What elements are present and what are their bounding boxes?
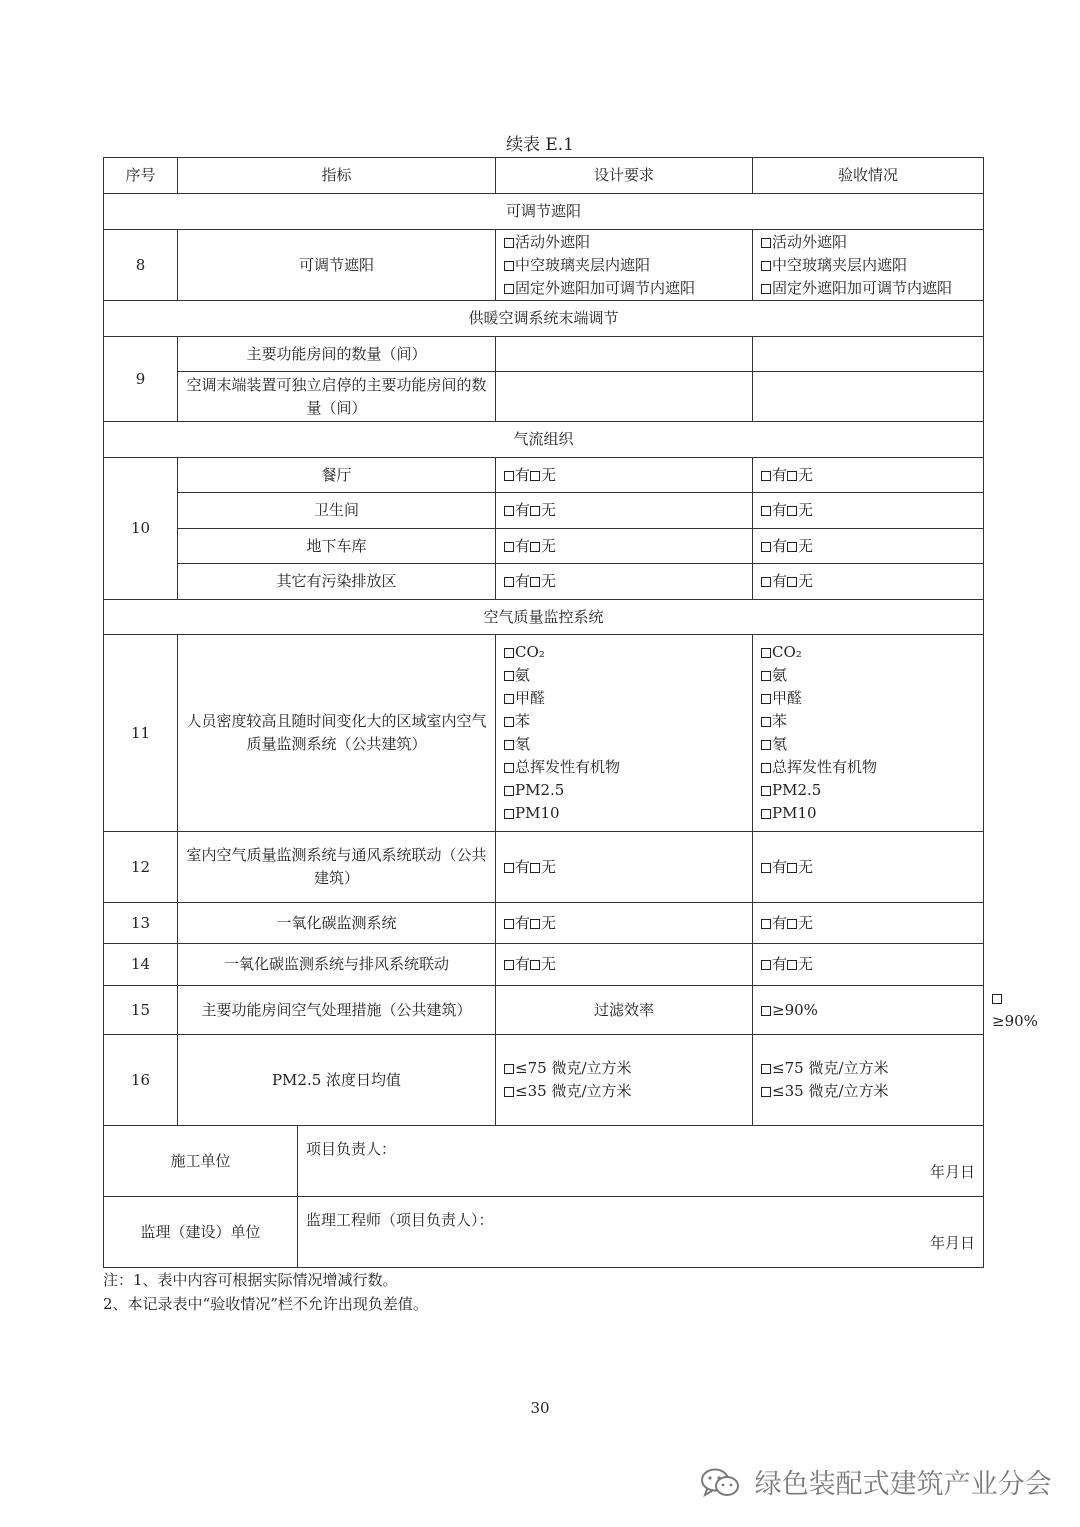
checkbox-icon[interactable] <box>504 863 514 873</box>
option-item: 固定外遮阳加可调节内遮阳 <box>761 277 975 300</box>
checkbox-icon[interactable] <box>761 671 771 681</box>
row-number: 15 <box>104 986 178 1035</box>
checkbox-icon[interactable] <box>761 786 771 796</box>
table-row <box>104 944 984 986</box>
checkbox-icon[interactable] <box>504 694 514 704</box>
option-item: 总挥发性有机物 <box>504 756 744 779</box>
watermark-text: 绿色装配式建筑产业分会 <box>754 1469 1052 1500</box>
design-options <box>496 230 753 301</box>
header-acceptance: 验收情况 <box>753 158 984 194</box>
construction-unit-label: 施工单位 <box>104 1126 298 1197</box>
checkbox-icon[interactable] <box>761 284 771 294</box>
design-yes-no: 有 无 <box>496 458 753 493</box>
row-indicator: 餐厅 <box>178 458 496 493</box>
design-yes-no: 有 无 <box>496 529 753 564</box>
checkbox-icon[interactable] <box>787 863 797 873</box>
checkbox-icon[interactable] <box>787 506 797 516</box>
table-row <box>104 832 984 903</box>
checkbox-icon[interactable] <box>504 471 514 481</box>
checkbox-icon[interactable] <box>761 717 771 727</box>
checkbox-icon[interactable] <box>761 1064 771 1074</box>
row-indicator: PM2.5 浓度日均值 <box>178 1035 496 1126</box>
row-number: 9 <box>104 337 178 422</box>
design-yes-no: 有 无 <box>496 564 753 600</box>
row-number: 12 <box>104 832 178 903</box>
checkbox-icon[interactable] <box>761 542 771 552</box>
design-value[interactable] <box>496 337 753 372</box>
design-value[interactable] <box>496 372 753 422</box>
row-indicator: 可调节遮阳 <box>178 230 496 301</box>
table-row: 15 主要功能房间空气处理措施（公共建筑） 过滤效率 ≥90% ≥90% <box>104 986 984 1035</box>
option-item: 甲醛 <box>504 687 744 710</box>
acceptance-table <box>103 157 1038 1268</box>
checkbox-icon[interactable] <box>504 671 514 681</box>
design-options <box>496 1035 753 1126</box>
acceptance-yes-no: 有 无 <box>753 529 984 564</box>
table-row <box>104 1035 984 1126</box>
checkbox-icon[interactable] <box>504 763 514 773</box>
option-item: 总挥发性有机物 <box>761 756 975 779</box>
checkbox-icon[interactable] <box>761 506 771 516</box>
design-yes-no: 有 无 <box>496 493 753 529</box>
checkbox-icon[interactable] <box>530 919 540 929</box>
option-item: 活动外遮阳 <box>504 231 744 254</box>
header-number: 序号 <box>104 158 178 194</box>
option-item: ≤35 微克/立方米 <box>504 1080 744 1103</box>
header-row <box>104 158 984 194</box>
table-row <box>104 493 984 529</box>
option-item: 氡 <box>504 733 744 756</box>
checkbox-icon[interactable] <box>761 809 771 819</box>
acceptance-options <box>753 635 984 832</box>
design-options <box>496 635 753 832</box>
checkbox-icon[interactable] <box>504 577 514 587</box>
option-item: 固定外遮阳加可调节内遮阳 <box>504 277 744 300</box>
acceptance-yes-no: 有 无 <box>753 903 984 944</box>
header-indicator: 指标 <box>178 158 496 194</box>
checkbox-icon[interactable] <box>504 1087 514 1097</box>
row-indicator: 一氧化碳监测系统 <box>178 903 496 944</box>
row-indicator: 卫生间 <box>178 493 496 529</box>
signature-label: 项目负责人： <box>306 1140 397 1158</box>
option-item: 氨 <box>761 664 975 687</box>
section-title: 气流组织 <box>104 422 984 458</box>
option-item: PM2.5 <box>761 779 975 802</box>
watermark <box>700 1462 1052 1501</box>
checkbox-icon[interactable] <box>761 471 771 481</box>
row-indicator: 室内空气质量监测系统与通风系统联动（公共建筑） <box>178 832 496 903</box>
checkbox-icon[interactable] <box>530 577 540 587</box>
checkbox-icon[interactable] <box>761 648 771 658</box>
checkbox-icon[interactable] <box>787 471 797 481</box>
option-item: 中空玻璃夹层内遮阳 <box>504 254 744 277</box>
header-design: 设计要求 <box>496 158 753 194</box>
checkbox-icon[interactable] <box>761 1006 771 1016</box>
checkbox-icon[interactable] <box>504 919 514 929</box>
row-number: 11 <box>104 635 178 832</box>
checkbox-icon[interactable] <box>761 577 771 587</box>
row-number: 16 <box>104 1035 178 1126</box>
table-caption: 续表 E.1 <box>505 135 575 155</box>
checkbox-icon[interactable] <box>530 506 540 516</box>
option-item: PM10 <box>761 802 975 825</box>
acceptance-options <box>753 1035 984 1126</box>
signature-label: 监理工程师（项目负责人）： <box>306 1211 494 1229</box>
checkbox-icon[interactable] <box>787 919 797 929</box>
option-item: 甲醛 <box>761 687 975 710</box>
row-number: 8 <box>104 230 178 301</box>
table-row <box>104 372 984 422</box>
checkbox-icon[interactable] <box>504 261 514 271</box>
design-yes-no: 有 无 <box>496 832 753 903</box>
row-number: 14 <box>104 944 178 986</box>
row-number: 13 <box>104 903 178 944</box>
option-item: ≤75 微克/立方米 <box>761 1057 975 1080</box>
acceptance-options <box>753 230 984 301</box>
checkbox-icon[interactable] <box>504 809 514 819</box>
checkbox-icon[interactable] <box>761 763 771 773</box>
option-item: CO₂ <box>761 641 975 664</box>
checkbox-icon[interactable] <box>504 1064 514 1074</box>
row-indicator: 其它有污染排放区 <box>178 564 496 600</box>
table-row <box>104 635 984 832</box>
note-line: 注：1、表中内容可根据实际情况增减行数。 <box>103 1271 398 1289</box>
signoff-row <box>104 1197 984 1268</box>
design-yes-no: 有 无 <box>496 903 753 944</box>
design-option: ≥90% <box>753 986 984 1035</box>
checkbox-icon[interactable] <box>504 740 514 750</box>
option-item: CO₂ <box>504 641 744 664</box>
row-number: 10 <box>104 458 178 600</box>
acceptance-yes-no: 有 无 <box>753 944 984 986</box>
section-title: 供暖空调系统末端调节 <box>104 301 984 337</box>
supervision-signature-field[interactable] <box>298 1197 984 1268</box>
acceptance-value[interactable] <box>753 372 984 422</box>
option-item: ≤35 微克/立方米 <box>761 1080 975 1103</box>
acceptance-yes-no: 有 无 <box>753 832 984 903</box>
checkbox-icon[interactable] <box>761 1087 771 1097</box>
page-number: 30 <box>530 1399 550 1417</box>
acceptance-yes-no: 有 无 <box>753 493 984 529</box>
checkbox-icon[interactable] <box>504 786 514 796</box>
checkbox-icon[interactable] <box>504 542 514 552</box>
checkbox-icon[interactable] <box>504 506 514 516</box>
checkbox-icon[interactable] <box>787 542 797 552</box>
checkbox-icon[interactable] <box>787 577 797 587</box>
acceptance-value[interactable] <box>753 337 984 372</box>
option-item: PM2.5 <box>504 779 744 802</box>
checkbox-icon[interactable] <box>504 960 514 970</box>
section-title: 可调节遮阳 <box>104 194 984 230</box>
checkbox-icon[interactable] <box>504 648 514 658</box>
option-item: 活动外遮阳 <box>761 231 975 254</box>
checkbox-icon[interactable] <box>504 717 514 727</box>
option-item: PM10 <box>504 802 744 825</box>
row-indicator: 人员密度较高且随时间变化大的区域室内空气质量监测系统（公共建筑） <box>178 635 496 832</box>
table-row <box>104 337 984 372</box>
checkbox-icon[interactable] <box>761 863 771 873</box>
signoff-row <box>104 1126 984 1197</box>
acceptance-yes-no: 有 无 <box>753 458 984 493</box>
checkbox-icon[interactable] <box>761 694 771 704</box>
option-item: 氨 <box>504 664 744 687</box>
checkbox-icon[interactable] <box>992 994 1002 1004</box>
table-row <box>104 230 984 301</box>
row-indicator: 一氧化碳监测系统与排风系统联动 <box>178 944 496 986</box>
table-row <box>104 564 984 600</box>
checkbox-icon[interactable] <box>761 261 771 271</box>
option-item: ≤75 微克/立方米 <box>504 1057 744 1080</box>
checkbox-icon[interactable] <box>761 740 771 750</box>
table-notes <box>103 1268 428 1316</box>
design-yes-no: 有 无 <box>496 944 753 986</box>
row-indicator: 空调末端装置可独立启停的主要功能房间的数量（间） <box>178 372 496 422</box>
option-item: 氡 <box>761 733 975 756</box>
row-indicator: 主要功能房间的数量（间） <box>178 337 496 372</box>
date-label: 年月日 <box>930 1163 976 1181</box>
acceptance-yes-no: 有 无 <box>753 564 984 600</box>
checkbox-icon[interactable] <box>761 238 771 248</box>
construction-signature-field[interactable] <box>298 1126 984 1197</box>
checkbox-icon[interactable] <box>530 471 540 481</box>
section-title: 空气质量监控系统 <box>104 600 984 635</box>
checkbox-icon[interactable] <box>530 542 540 552</box>
option-item: 苯 <box>504 710 744 733</box>
wechat-icon <box>700 1469 755 1500</box>
table-row <box>104 903 984 944</box>
option-item: 苯 <box>761 710 975 733</box>
checkbox-icon[interactable] <box>530 863 540 873</box>
option-item: 中空玻璃夹层内遮阳 <box>761 254 975 277</box>
checkbox-icon[interactable] <box>504 238 514 248</box>
supervision-unit-label: 监理（建设）单位 <box>104 1197 298 1268</box>
checkbox-icon[interactable] <box>787 960 797 970</box>
row-indicator: 主要功能房间空气处理措施（公共建筑） <box>178 986 496 1035</box>
row-indicator: 地下车库 <box>178 529 496 564</box>
table-row <box>104 458 984 493</box>
note-line: 2、本记录表中“验收情况”栏不允许出现负差值。 <box>103 1295 428 1313</box>
checkbox-icon[interactable] <box>761 960 771 970</box>
checkbox-icon[interactable] <box>530 960 540 970</box>
row-sub-indicator: 过滤效率 <box>496 986 753 1035</box>
checkbox-icon[interactable] <box>761 919 771 929</box>
table-row <box>104 529 984 564</box>
date-label: 年月日 <box>930 1234 976 1252</box>
checkbox-icon[interactable] <box>504 284 514 294</box>
